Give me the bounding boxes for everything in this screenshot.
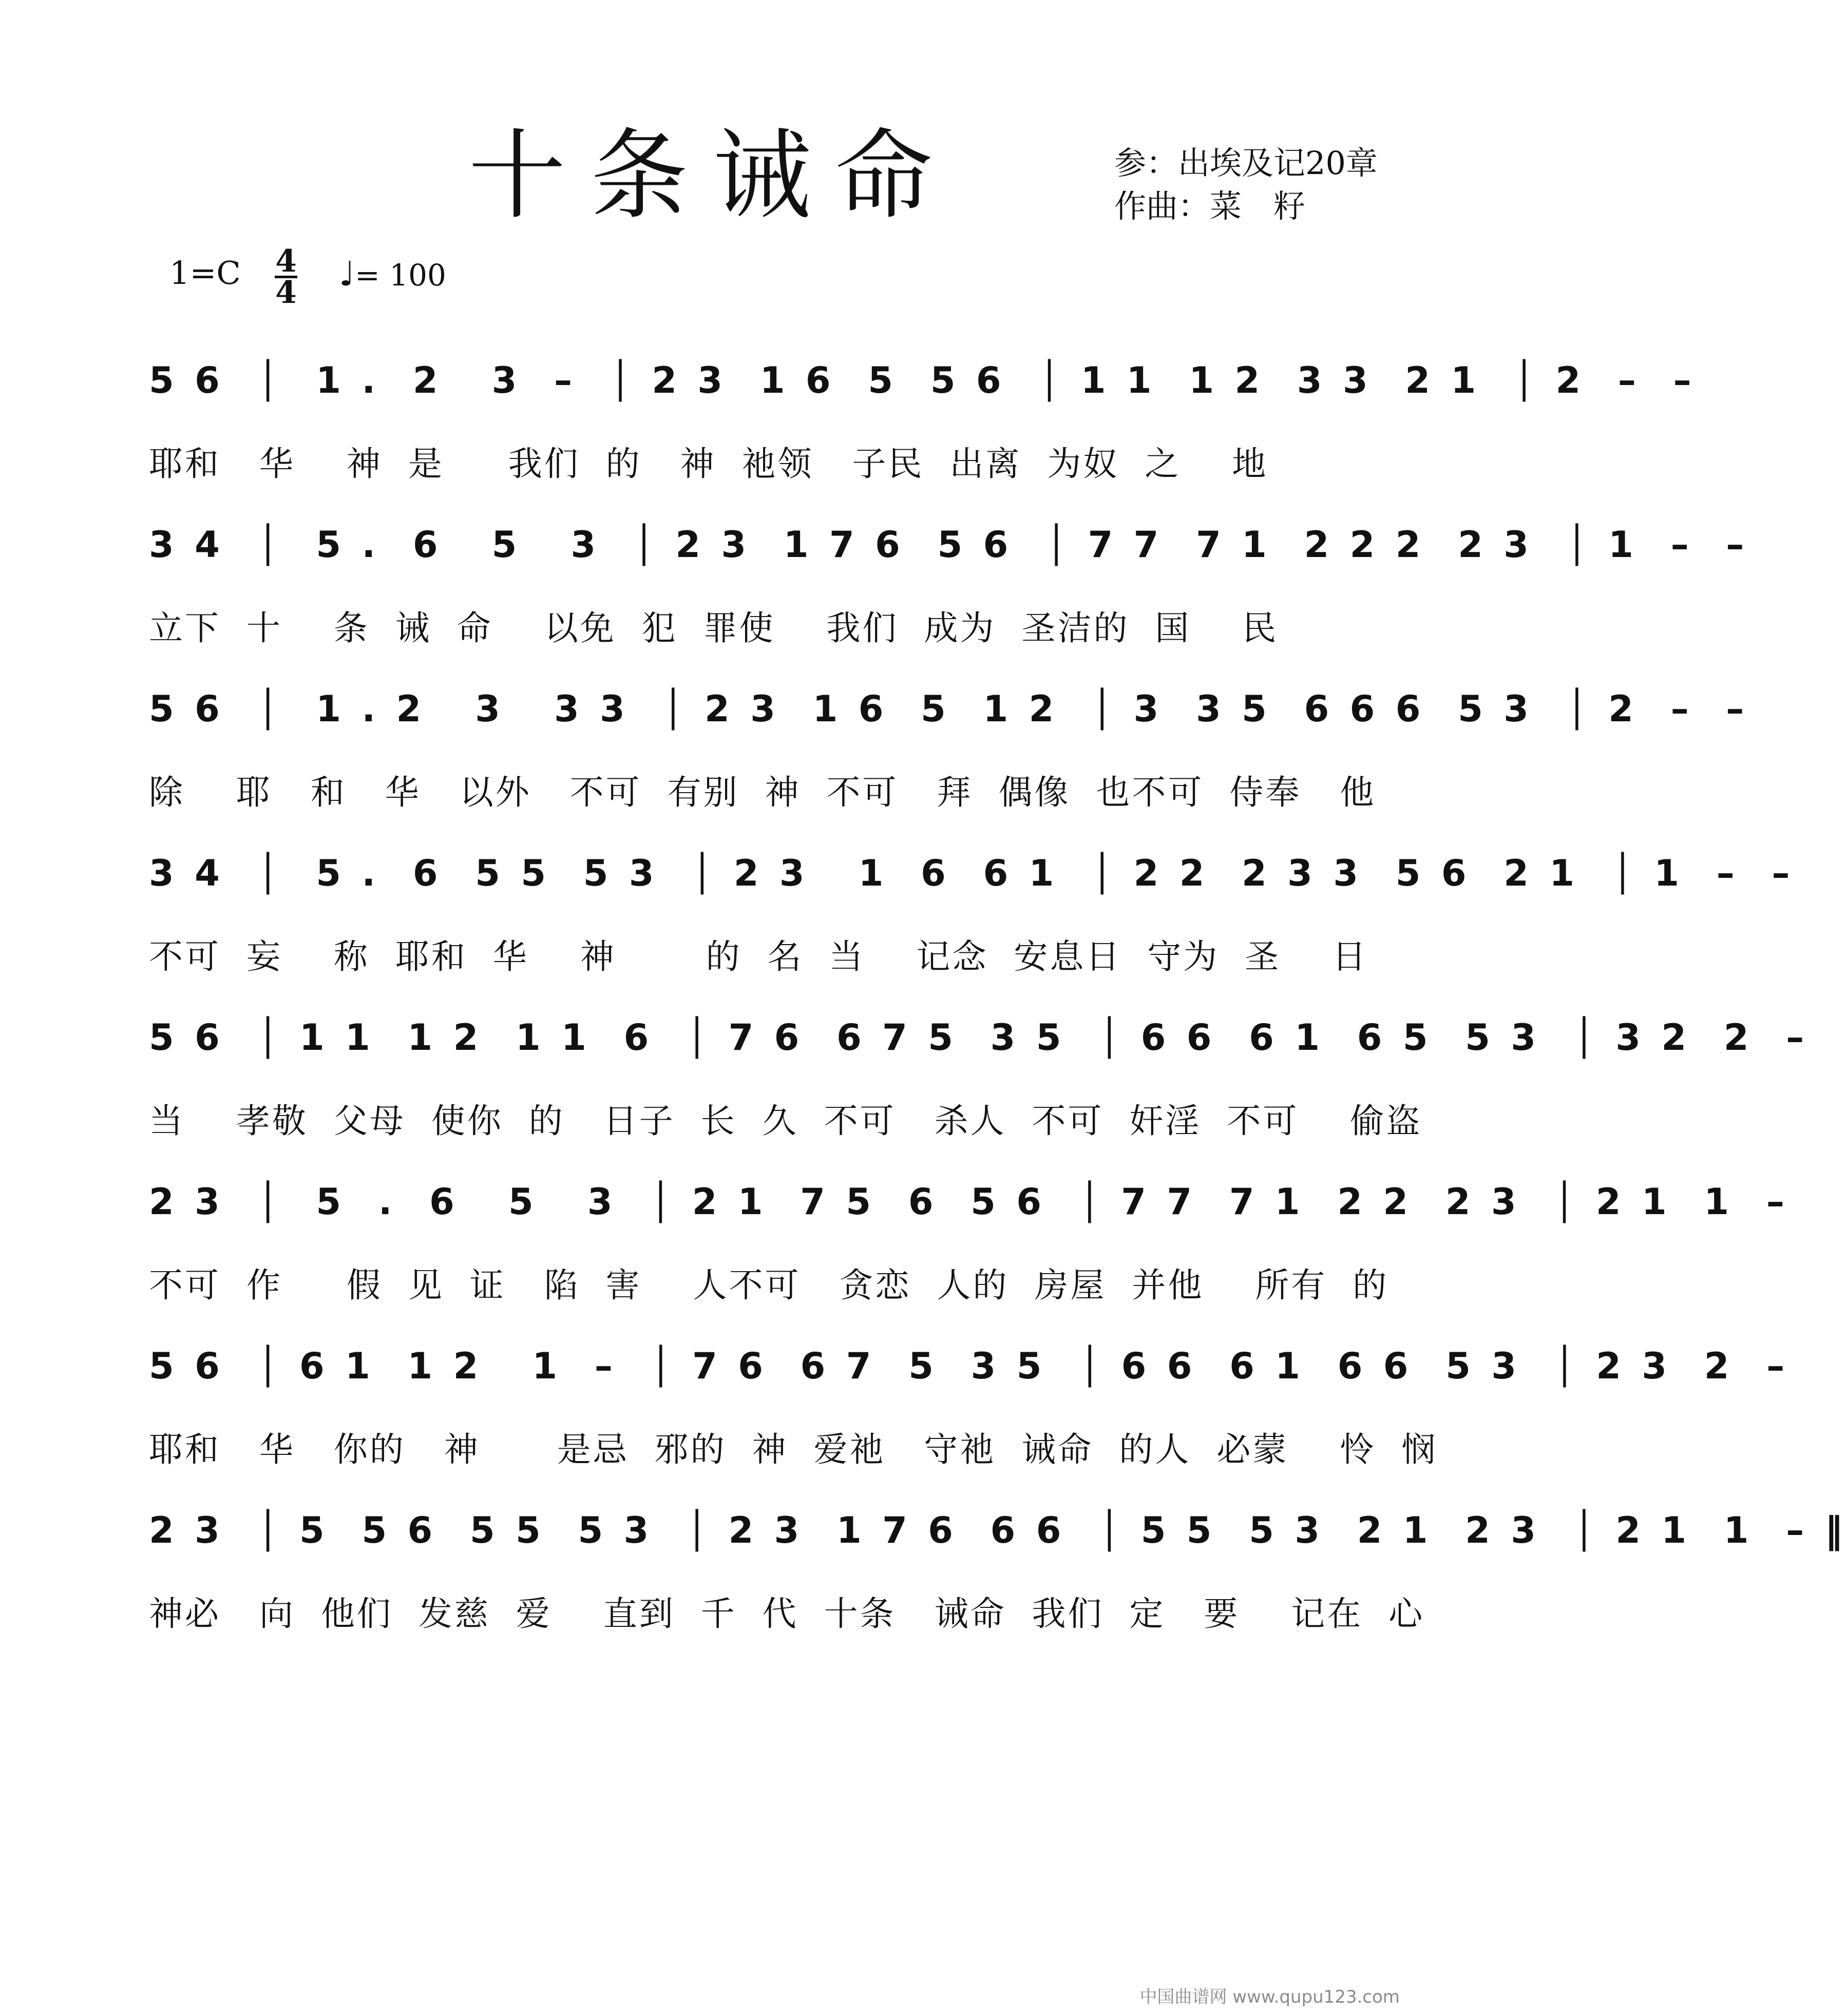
system-6 [149, 1181, 1788, 1335]
time-signature-top: 4 [275, 243, 297, 279]
lyrics-line: 不可 作 假 见 证 陷 害 人不可 贪恋 人的 房屋 并他 所有 的 [149, 1265, 1389, 1305]
system-2 [149, 524, 1748, 678]
notes-line: 3 4 │ 5 . 6 5 3 │ 2 3 1 7 6 5 6 │ 7 7 7 1 2 2 2 2 3 │ 1 – – [149, 524, 1748, 566]
lyrics-line: 不可 妄 称 耶和 华 神 的 名 当 记念 安息日 守为 圣 日 [149, 937, 1368, 976]
lyrics-line: 当 孝敬 父母 使你 的 日子 长 久 不可 杀人 不可 奸淫 不可 偷盗 [149, 1101, 1422, 1141]
score-title: 十条诫命 [468, 119, 957, 233]
system-8 [149, 1509, 1847, 1663]
tempo-value: = 100 [355, 258, 446, 293]
notes-line: 5 6 │ 1 1 1 2 1 1 6 │ 7 6 6 7 5 3 5 │ 6 6 6 1 6 5 5 3 │ 3 2 2 – [149, 1016, 1808, 1059]
system-7 [149, 1345, 1789, 1499]
lyrics-line: 耶和 华 神 是 我们 的 神 祂领 子民 出离 为奴 之 地 [149, 444, 1268, 484]
time-signature-bottom: 4 [275, 275, 297, 311]
lyrics-line: 神必 向 他们 发慈 爱 直到 千 代 十条 诫命 我们 定 要 记在 心 [149, 1594, 1425, 1634]
time-signature [275, 243, 297, 311]
lyrics-line: 立下 十 条 诫 命 以免 犯 罪使 我们 成为 圣洁的 国 民 [149, 608, 1279, 648]
system-5 [149, 1016, 1808, 1170]
system-4 [149, 852, 1794, 1006]
lyrics-line: 除 耶 和 华 以外 不可 有别 神 不可 拜 偶像 也不可 侍奉 他 [149, 773, 1376, 812]
composer-credit: 作曲：菜 籽 [1114, 187, 1306, 225]
key-signature: 1=C [169, 254, 241, 292]
notes-line: 2 3 │ 5 . 6 5 3 │ 2 1 7 5 6 5 6 │ 7 7 7 1 2 2 2 3 │ 2 1 1 – [149, 1181, 1788, 1223]
notes-line: 5 6 │ 6 1 1 2 1 – │ 7 6 6 7 5 3 5 │ 6 6 6 1 6 6 5 3 │ 2 3 2 – [149, 1345, 1789, 1387]
notes-line: 5 6 │ 1 . 2 3 – │ 2 3 1 6 5 5 6 │ 1 1 1 2 3 3 2 1 │ 2 – – [149, 359, 1696, 401]
notes-line: 2 3 │ 5 5 6 5 5 5 3 │ 2 3 1 7 6 6 6 │ 5 5 5 3 2 1 2 3 │ 2 1 1 – ‖ [149, 1509, 1847, 1551]
tempo-mark [339, 254, 446, 294]
system-1 [149, 359, 1696, 513]
notes-line: 5 6 │ 1 . 2 3 3 3 │ 2 3 1 6 5 1 2 │ 3 3 5 6 6 6 5 3 │ 2 – – [149, 688, 1748, 730]
lyrics-line: 耶和 华 你的 神 是忌 邪的 神 爱祂 守祂 诫命 的人 必蒙 怜 悯 [149, 1430, 1438, 1469]
quarter-note-icon: ♩ [339, 254, 355, 294]
system-3 [149, 688, 1748, 842]
notes-line: 3 4 │ 5 . 6 5 5 5 3 │ 2 3 1 6 6 1 │ 2 2 2 3 3 5 6 2 1 │ 1 – – [149, 852, 1794, 894]
reference-credit: 参：出埃及记20章 [1114, 144, 1378, 182]
site-watermark: 中国曲谱网 www.qupu123.com [1139, 1987, 1400, 2007]
